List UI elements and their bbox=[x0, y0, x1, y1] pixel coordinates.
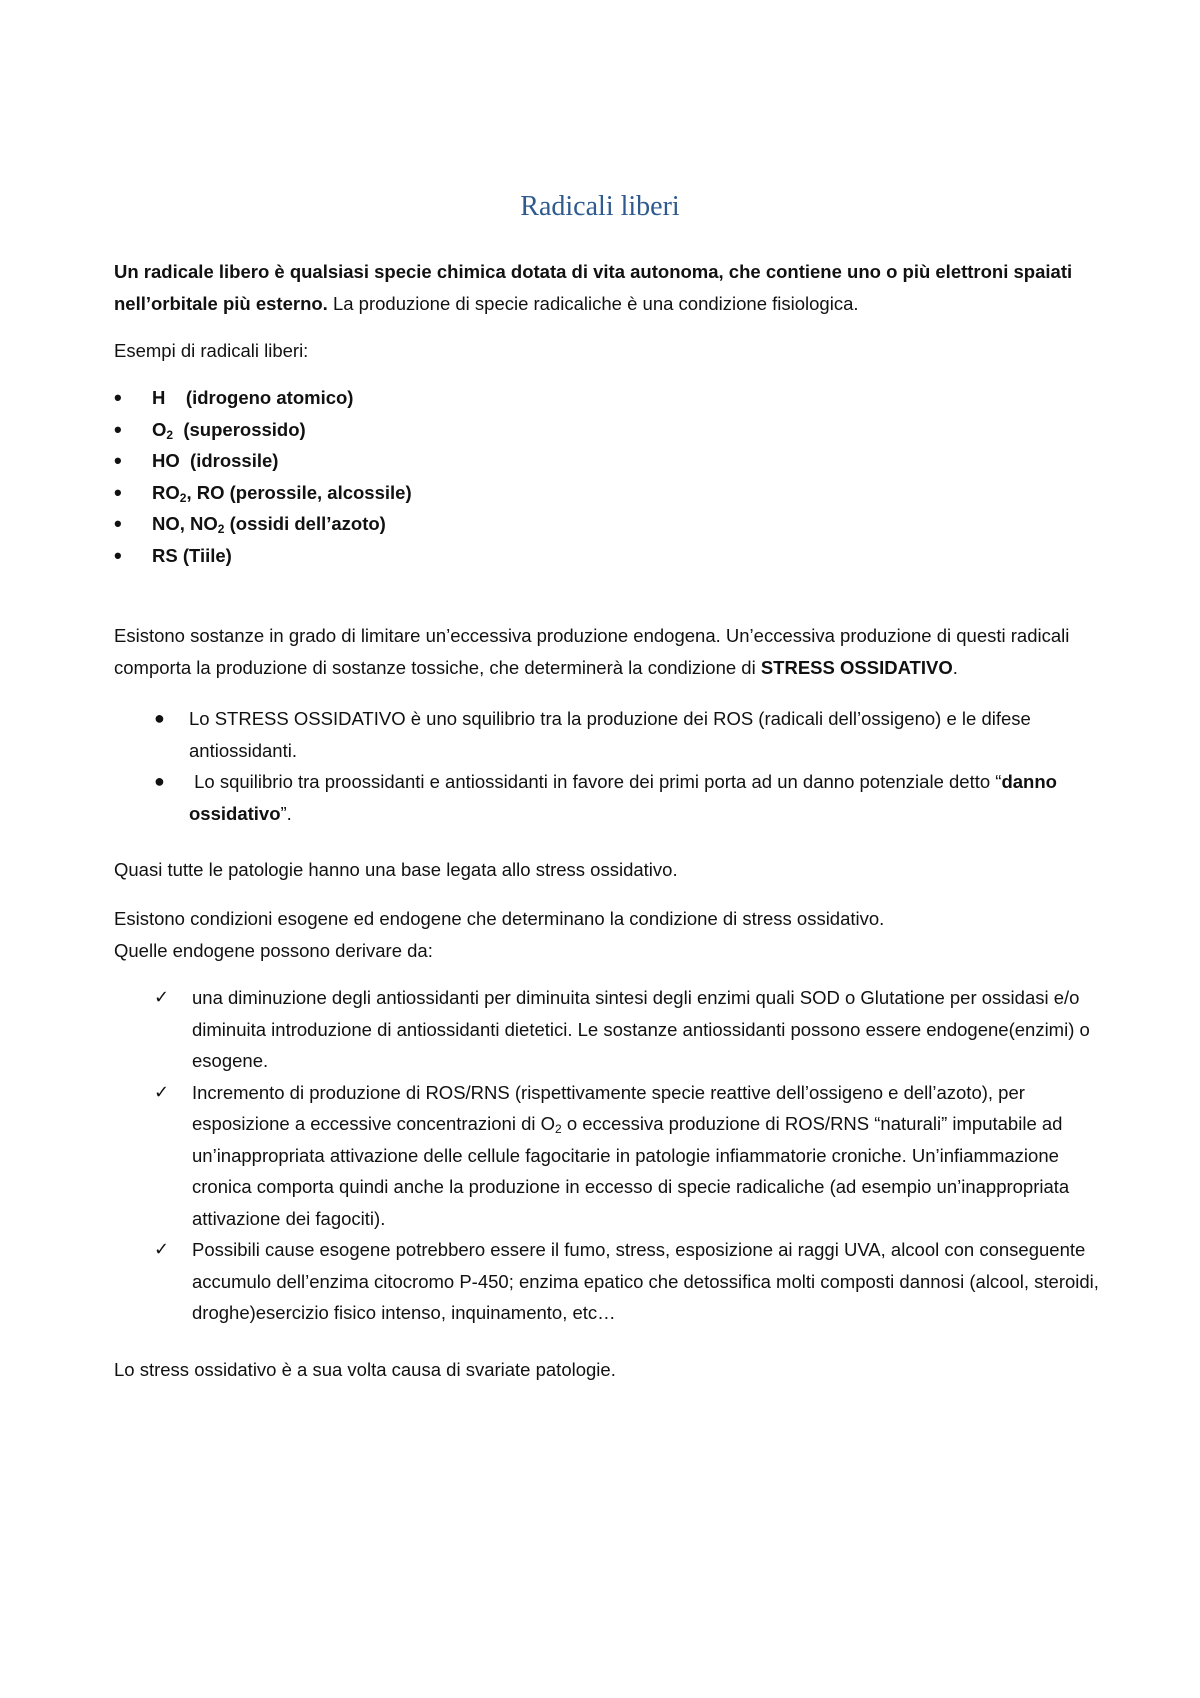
bullet-icon: • bbox=[114, 511, 122, 536]
stress-paragraph: Esistono sostanze in grado di limitare un’eccessiva produzione endogena. Un’eccessiva produzione di questi radicali comporta la produzione di sostanze tossiche, che determinerà la condizione di STRESS OSSIDATIVO. bbox=[114, 625, 1070, 678]
intro-paragraph bbox=[114, 256, 1104, 319]
list-item: • HO (idrossile) bbox=[114, 445, 412, 477]
intro-definition: Un radicale libero è qualsiasi specie chimica dotata di vita autonoma, che contiene uno o più elettroni spaiati nell’orbitale più esterno. bbox=[114, 261, 1073, 314]
list-item: • RS (Tiile) bbox=[114, 540, 412, 572]
bullet-icon: • bbox=[114, 479, 122, 505]
causes-list bbox=[154, 982, 1099, 1329]
list-item: • $O_2$ (superossido) bbox=[114, 414, 412, 446]
checkmark-icon: ✓ bbox=[154, 1081, 170, 1102]
list-item: • NO, $NO_2$ (ossidi dell’azoto) bbox=[114, 508, 412, 540]
list-item: ● Lo STRESS OSSIDATIVO è uno squilibrio tra la produzione dei ROS (radicali dell’ossigeno) e le difese antiossidanti. bbox=[154, 703, 1094, 766]
list-item: • $RO_2$, RO (perossile, alcossile) bbox=[114, 477, 412, 509]
page-title: Radicali liberi bbox=[520, 191, 680, 222]
examples-heading: Esempi di radicali liberi: bbox=[114, 340, 309, 361]
bullet-icon: • bbox=[114, 448, 122, 473]
bullet-icon: • bbox=[114, 416, 122, 442]
conditions-paragraph: Esistono condizioni esogene ed endogene che determinano la condizione di stress ossidativo. Quelle endogene possono derivare da: bbox=[114, 908, 885, 961]
list-item: ✓ Incremento di produzione di ROS/RNS (rispettivamente specie reattive dell’ossigeno e dell’azoto), per esposizione a eccessive concentrazioni di $O_2$ o eccessiva produzione di ROS/RNS “naturali” imputabile ad un’inappropriata attivazione delle cellule fagocitarie in patologie infiammatorie croniche. Un’infiammazione cronica comporta quindi anche la produzione in eccesso di specie radicaliche (ad esempio un’inappropriata attivazione dei fagociti). bbox=[154, 1077, 1099, 1235]
bullet-icon: • bbox=[114, 385, 122, 410]
pathology-paragraph: Quasi tutte le patologie hanno una base legata allo stress ossidativo. bbox=[114, 859, 678, 880]
examples-list bbox=[114, 382, 412, 571]
conclusion-paragraph: Lo stress ossidativo è a sua volta causa di svariate patologie. bbox=[114, 1359, 616, 1380]
bullet-icon: ● bbox=[154, 708, 165, 728]
list-item: ✓ una diminuzione degli antiossidanti per diminuita sintesi degli enzimi quali SOD o Glutatione per ossidasi e/o diminuita introduzione di antiossidanti dietetici. Le sostanze antiossidanti possono essere endogene(enzimi) o esogene. bbox=[154, 982, 1099, 1077]
bullet-icon: ● bbox=[154, 771, 165, 791]
list-item: ● Lo squilibrio tra proossidanti e antiossidanti in favore dei primi porta ad un danno potenziale detto “danno ossidativo”. bbox=[154, 766, 1094, 829]
intro-note: La produzione di specie radicaliche è una condizione fisiologica. bbox=[327, 292, 859, 314]
bullet-icon: • bbox=[114, 542, 122, 568]
checkmark-icon: ✓ bbox=[154, 987, 170, 1007]
stress-points-list bbox=[154, 703, 1094, 829]
checkmark-icon: ✓ bbox=[154, 1239, 170, 1259]
list-item: • H (idrogeno atomico) bbox=[114, 382, 412, 414]
list-item: ✓ Possibili cause esogene potrebbero essere il fumo, stress, esposizione ai raggi UVA, alcool con conseguente accumulo dell’enzima citocromo P-450; enzima epatico che detossifica molti composti dannosi (alcool, steroidi, droghe)esercizio fisico intenso, inquinamento, etc… bbox=[154, 1234, 1099, 1329]
